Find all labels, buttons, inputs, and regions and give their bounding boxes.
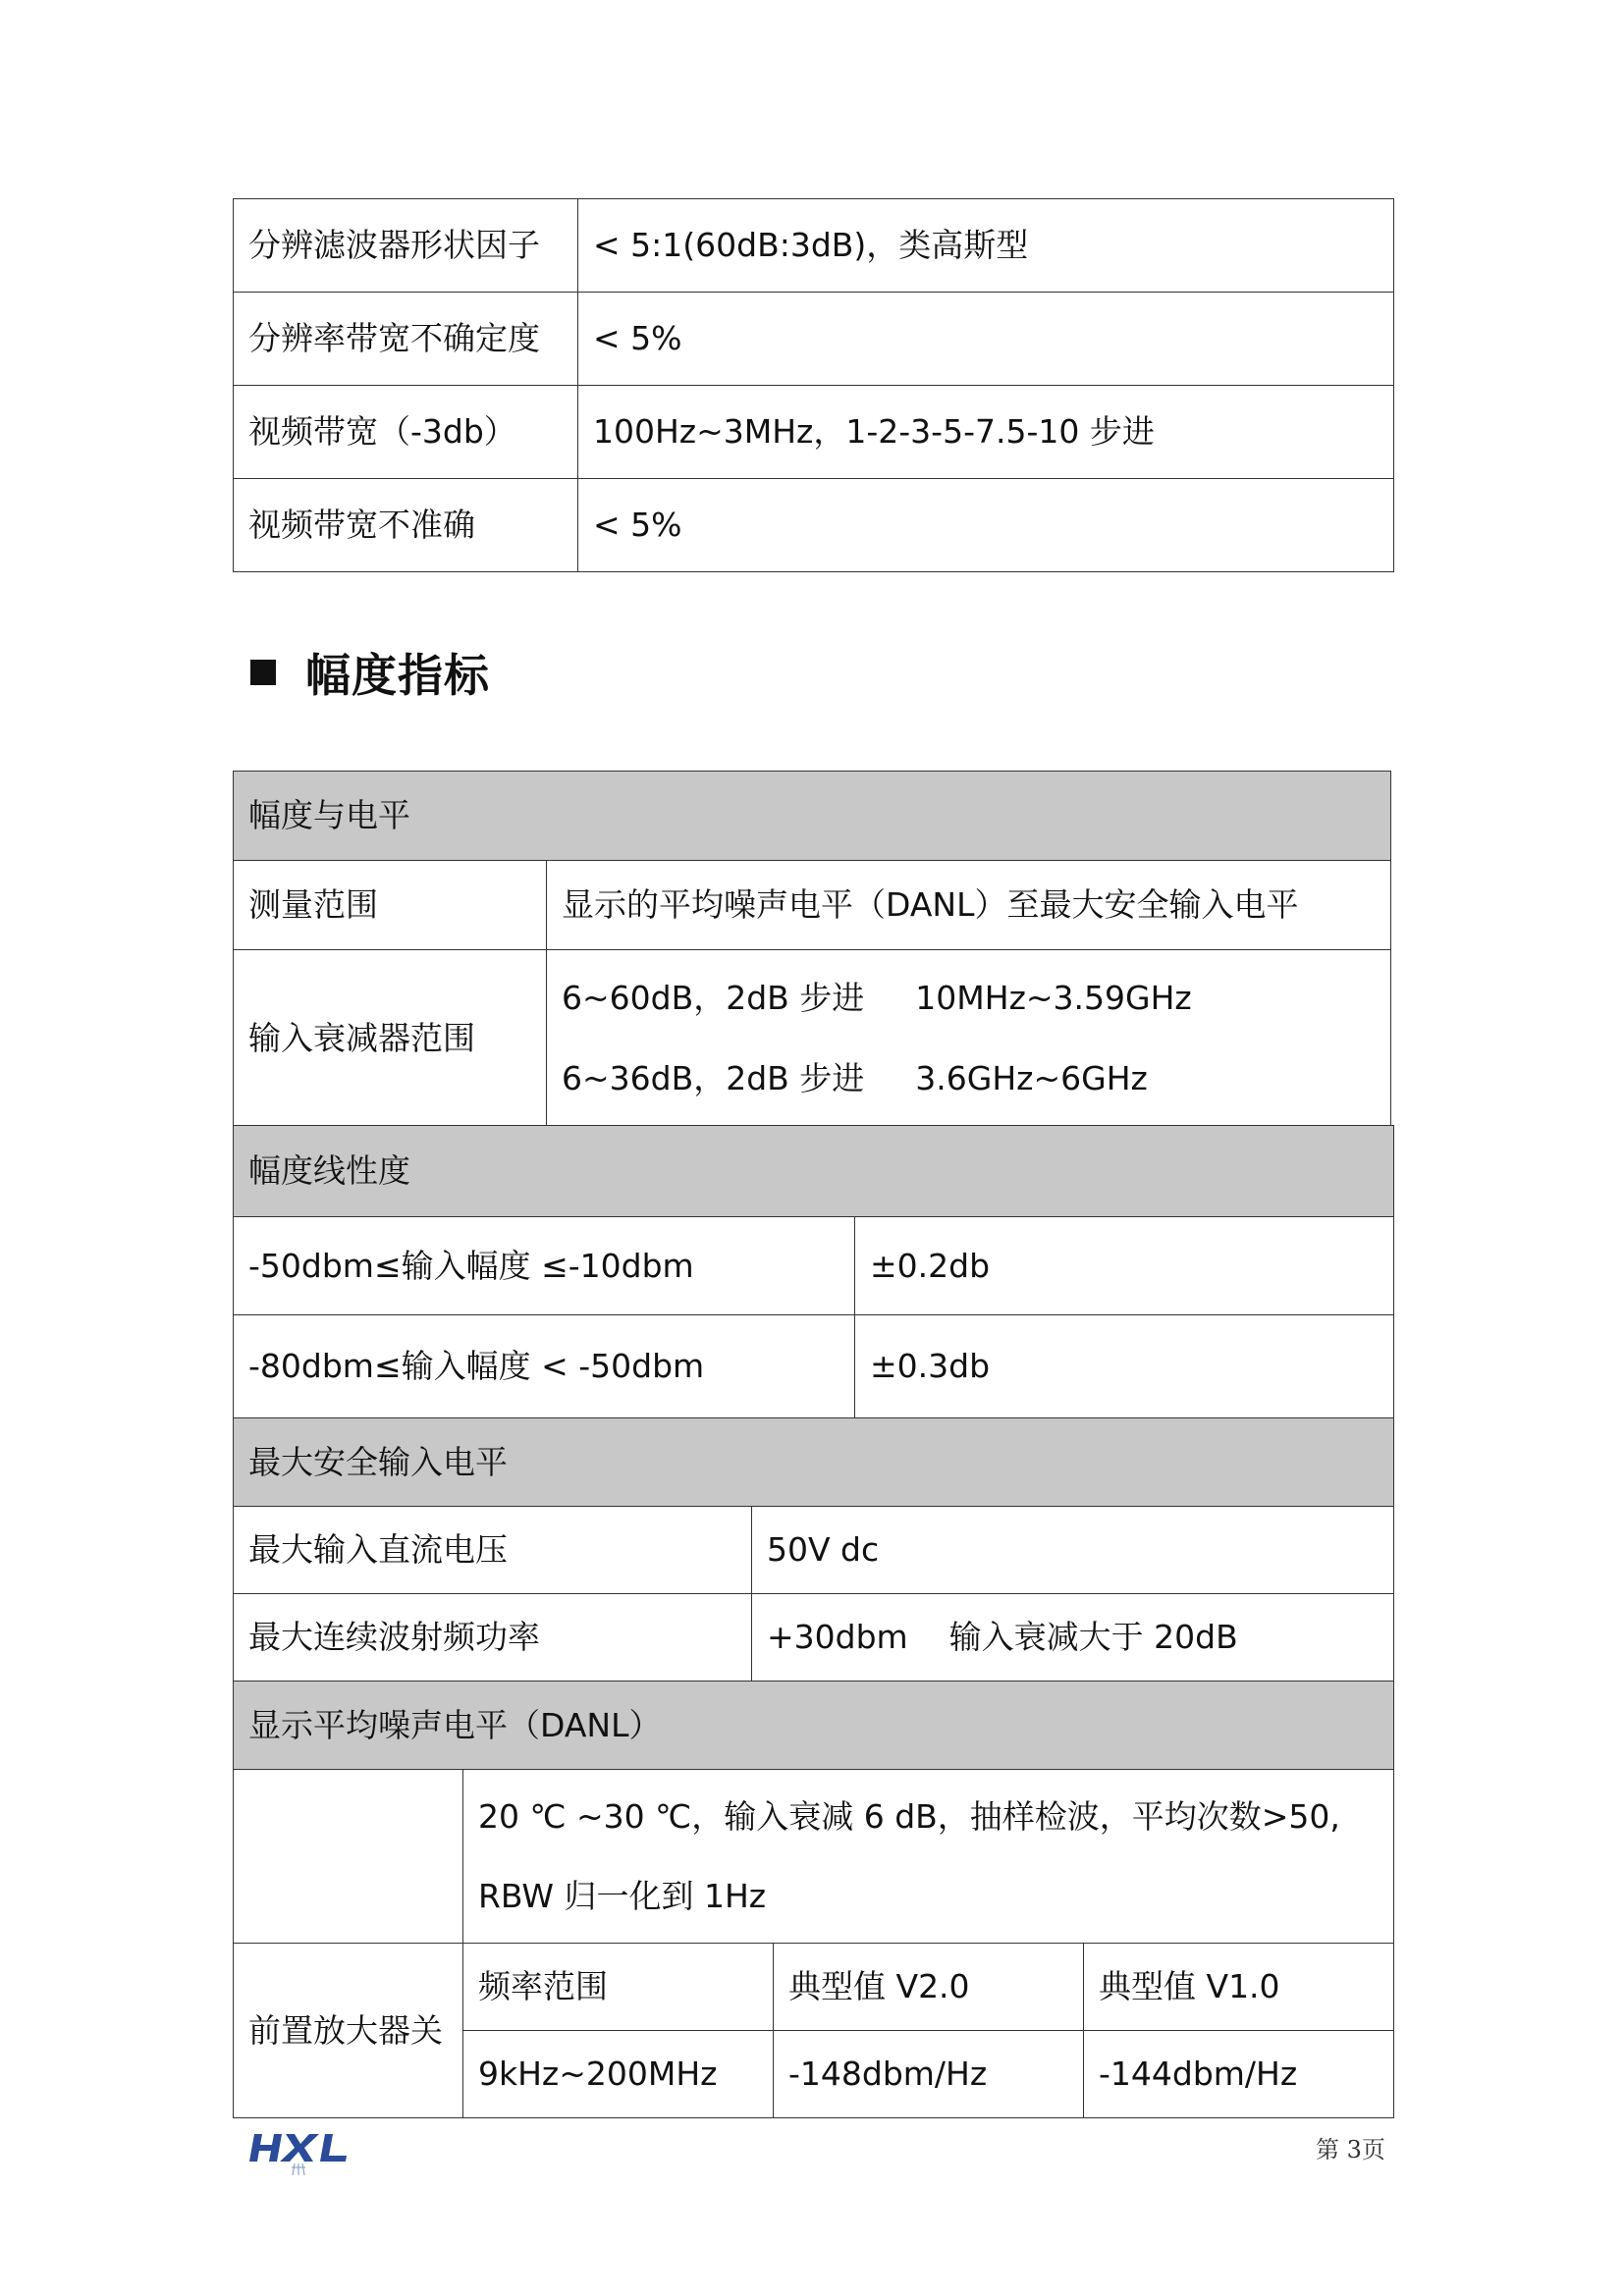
max-input-table [233,1417,1394,1682]
table-cell: -148dbm/Hz [774,2031,1084,2118]
spec-label: 视频带宽（-3db） [234,386,578,479]
attenuator-line [562,978,1390,1018]
group-header: 幅度线性度 [234,1126,1394,1217]
danl-condition-line: RBW 归一化到 1Hz [478,1877,767,1915]
table-row [234,861,1391,950]
attenuator-freq: 3.6GHz~6GHz [915,1058,1148,1097]
preamp-label: 前置放大器关 [234,1944,463,2118]
spec-value: < 5:1(60dB:3dB)，类高斯型 [578,199,1394,293]
spec-label: 测量范围 [234,861,547,950]
spec-label: -80dbm≤输入幅度 < -50dbm [234,1315,855,1418]
spec-label: 输入衰减器范围 [234,950,547,1127]
spec-label: 分辨率带宽不确定度 [234,293,578,386]
table-row [234,1594,1394,1682]
table-row [234,1315,1394,1418]
spec-value: < 5% [578,293,1394,386]
attenuator-step: 6~60dB，2dB 步进 [562,979,865,1018]
danl-table [233,1681,1394,2118]
table-row [234,293,1394,386]
section-heading [250,643,490,702]
table-cell: -144dbm/Hz [1084,2031,1394,2118]
group-header: 显示平均噪声电平（DANL） [234,1682,1394,1770]
spec-label: -50dbm≤输入幅度 ≤-10dbm [234,1217,855,1315]
spec-value: 50V dc [752,1507,1394,1594]
column-header: 典型值 V1.0 [1084,1944,1394,2031]
attenuator-step: 6~36dB，2dB 步进 [562,1058,865,1097]
group-header: 幅度与电平 [234,772,1391,861]
table-row [234,950,1391,1127]
spec-value: ±0.3db [855,1315,1394,1418]
empty-cell [234,1770,463,1944]
table-row [234,1418,1394,1507]
square-bullet-icon [250,660,276,685]
linearity-table [233,1125,1394,1418]
table-row [234,1944,1394,2031]
table-cell: 9kHz~200MHz [463,2031,774,2118]
spec-value: 100Hz~3MHz，1-2-3-5-7.5-10 步进 [578,386,1394,479]
column-header: 典型值 V2.0 [774,1944,1084,2031]
table-row [234,772,1391,861]
table-row [234,199,1394,293]
spec-label: 最大输入直流电压 [234,1507,752,1594]
spec-label: 分辨滤波器形状因子 [234,199,578,293]
table-row [234,1770,1394,1944]
page-number: 第 3页 [1316,2136,1385,2163]
table-row [234,1126,1394,1217]
spec-label: 最大连续波射频功率 [234,1594,752,1682]
attenuator-freq: 10MHz~3.59GHz [915,979,1192,1018]
attenuator-line [562,1058,1390,1098]
spec-label: 视频带宽不准确 [234,479,578,572]
resolution-spec-table [233,198,1394,572]
spec-value: < 5% [578,479,1394,572]
spec-value: +30dbm 输入衰减大于 20dB [752,1594,1394,1682]
table-row [234,386,1394,479]
hxl-logo [248,2128,356,2177]
amplitude-level-table [233,771,1391,1127]
spec-value [547,950,1391,1127]
spec-value: ±0.2db [855,1217,1394,1315]
section-title: 幅度指标 [305,649,490,702]
spec-value: 显示的平均噪声电平（DANL）至最大安全输入电平 [547,861,1391,950]
danl-condition-line: 20 ℃ ~30 ℃，输入衰减 6 dB，抽样检波，平均次数>50, [478,1796,1340,1836]
table-row [234,1682,1394,1770]
column-header: 频率范围 [463,1944,774,2031]
table-row [234,479,1394,572]
table-row [234,1217,1394,1315]
danl-condition [463,1770,1394,1944]
table-row [234,1507,1394,1594]
group-header: 最大安全输入电平 [234,1418,1394,1507]
